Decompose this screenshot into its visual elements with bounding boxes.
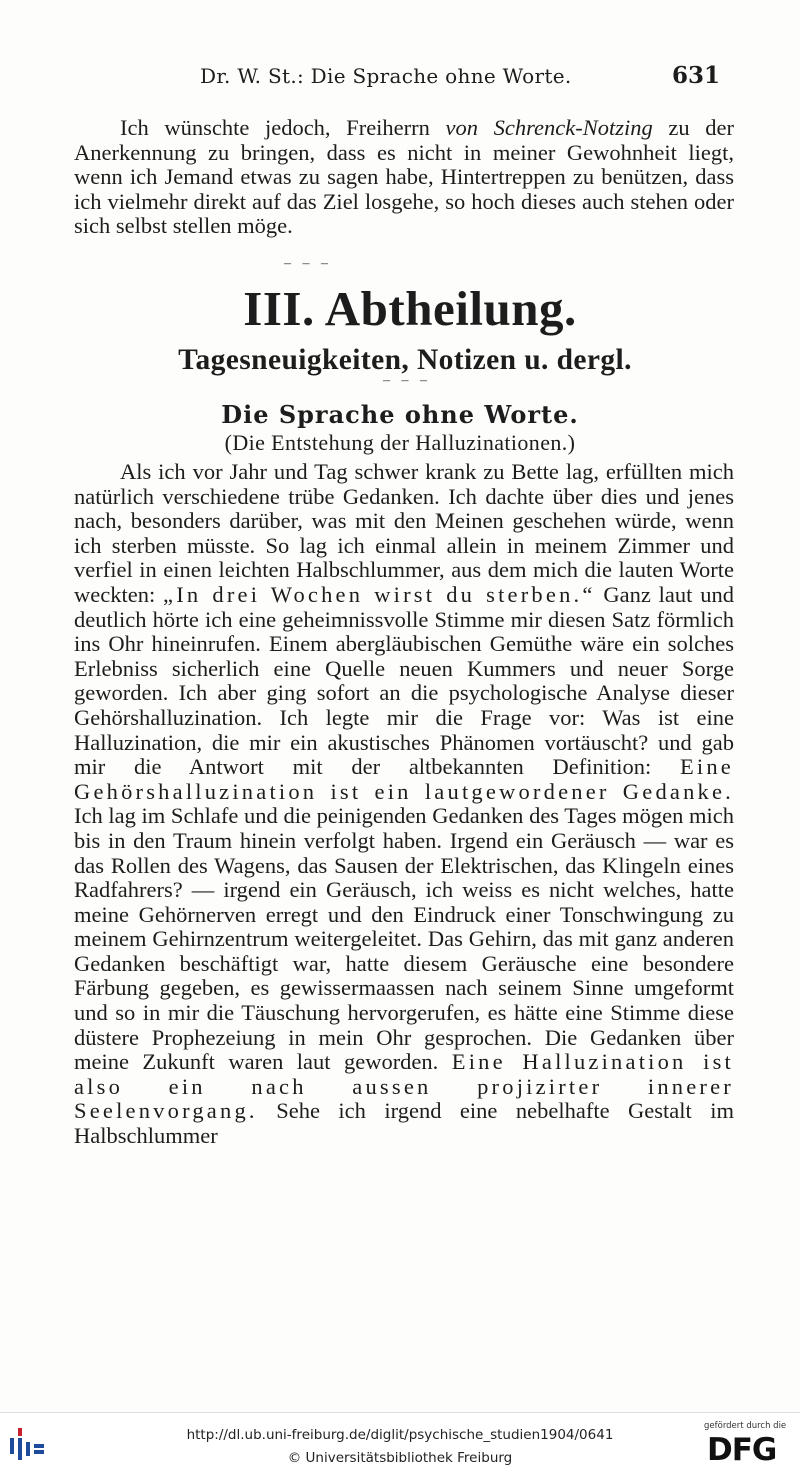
body-text: Ganz laut und deutlich hörte ich eine geheimnissvolle Stimme mir diesen Satz förmlich ins Ohr hineinrufen. Einem abergläubischen Gemüthe wäre ein solches Erlebniss sicherlich eine Quelle neuen Kummers und neuer Sorge geworden. Ich aber ging sofort an die psychologische Analyse dieser Gehörshalluzination. Ich legte mir die Frage vor: Was ist eine Halluzination, die mir ein akustisches Phänomen vortäuscht? und gab mir die Antwort mit der altbekannten Definition: (74, 581, 734, 780)
conclusion-spaced: Eine Halluzination ist also ein nach aussen projizirter innerer Seelenvorgang. (74, 1049, 734, 1124)
permalink[interactable]: http://dl.ub.uni-freiburg.de/diglit/psychische_studien1904/0641 (186, 1427, 614, 1443)
article-divider: – – – (383, 373, 431, 388)
paragraph-text: zu der Anerkennung zu bringen, dass es nicht in meiner Gewohnheit liegt, wenn ich Jemand etwas zu sagen habe, Hintertreppen zu benützen, dass ich vielmehr direkt auf das Ziel losgehe, so hoch dieses auch stehen oder sich selbst stellen möge. (74, 115, 734, 239)
section-divider: – – – (284, 256, 332, 271)
article-body (74, 460, 734, 1149)
paragraph-reply (74, 116, 734, 239)
article-subtitle: (Die Entstehung der Halluzinationen.) (224, 430, 576, 455)
running-head: Dr. W. St.: Die Sprache ohne Worte. (200, 64, 572, 88)
article-title: Die Sprache ohne Worte. (221, 400, 579, 429)
section-heading: III. Abtheilung. (243, 281, 577, 336)
italic-name: von Schrenck-Notzing (445, 115, 653, 140)
dfg-caption: gefördert durch die (704, 1421, 787, 1431)
page-number: 631 (672, 62, 721, 89)
copyright-notice: © Universitätsbibliothek Freiburg (287, 1450, 513, 1466)
body-text: Ich lag im Schlafe und die peinigenden Gedanken des Tages mögen mich bis in den Traum hinein verfolgt haben. Irgend ein Geräusch — war es das Rollen des Wagens, das Sausen der Elektrischen, das Klingeln eines Radfahrers? — irgend ein Geräusch, ich weiss es nicht welches, hatte meine Gehörnerven erregt und den Eindruck einer Tonschwingung zu meinem Gehirnzentrum weitergeleitet. Das Gehirn, das mit ganz anderen Gedanken beschäftigt war, hatte diesem Geräusche eine besondere Färbung gegeben, es gewissermaassen nach seinem Sinne umgeformt und so in mir die Täuschung hervorgerufen, es hätte eine Stimme diese düstere Prophezeiung in mein Ohr gesprochen. Die Gedanken über meine Zukunft waren laut geworden. (74, 803, 734, 1075)
dfg-logo-icon: DFG (707, 1432, 777, 1468)
section-subheading: Tagesneuigkeiten, Notizen u. dergl. (178, 344, 632, 376)
body-text: Sehe ich irgend eine nebelhafte Gestalt im Halbschlummer (74, 1098, 734, 1149)
definition-spaced: Eine Gehörshalluzination ist ein lautgewordener Gedanke. (74, 754, 734, 804)
paragraph-text: Ich wünschte jedoch, Freiherrn (120, 115, 446, 140)
quoted-words: „In drei Wochen wirst du sterben.“ (163, 581, 596, 607)
body-text: Als ich vor Jahr und Tag schwer krank zu Bette lag, erfüllten mich natürlich verschiedene trübe Gedanken. Ich dachte über dies und jenes nach, besonders darüber, was mit den Meinen geschehen würde, wenn ich sterben müsste. So lag ich einmal allein in meinem Zimmer und verfiel in einen leichten Halbschlummer, aus dem mich die lauten Worte weckten: (74, 459, 734, 607)
